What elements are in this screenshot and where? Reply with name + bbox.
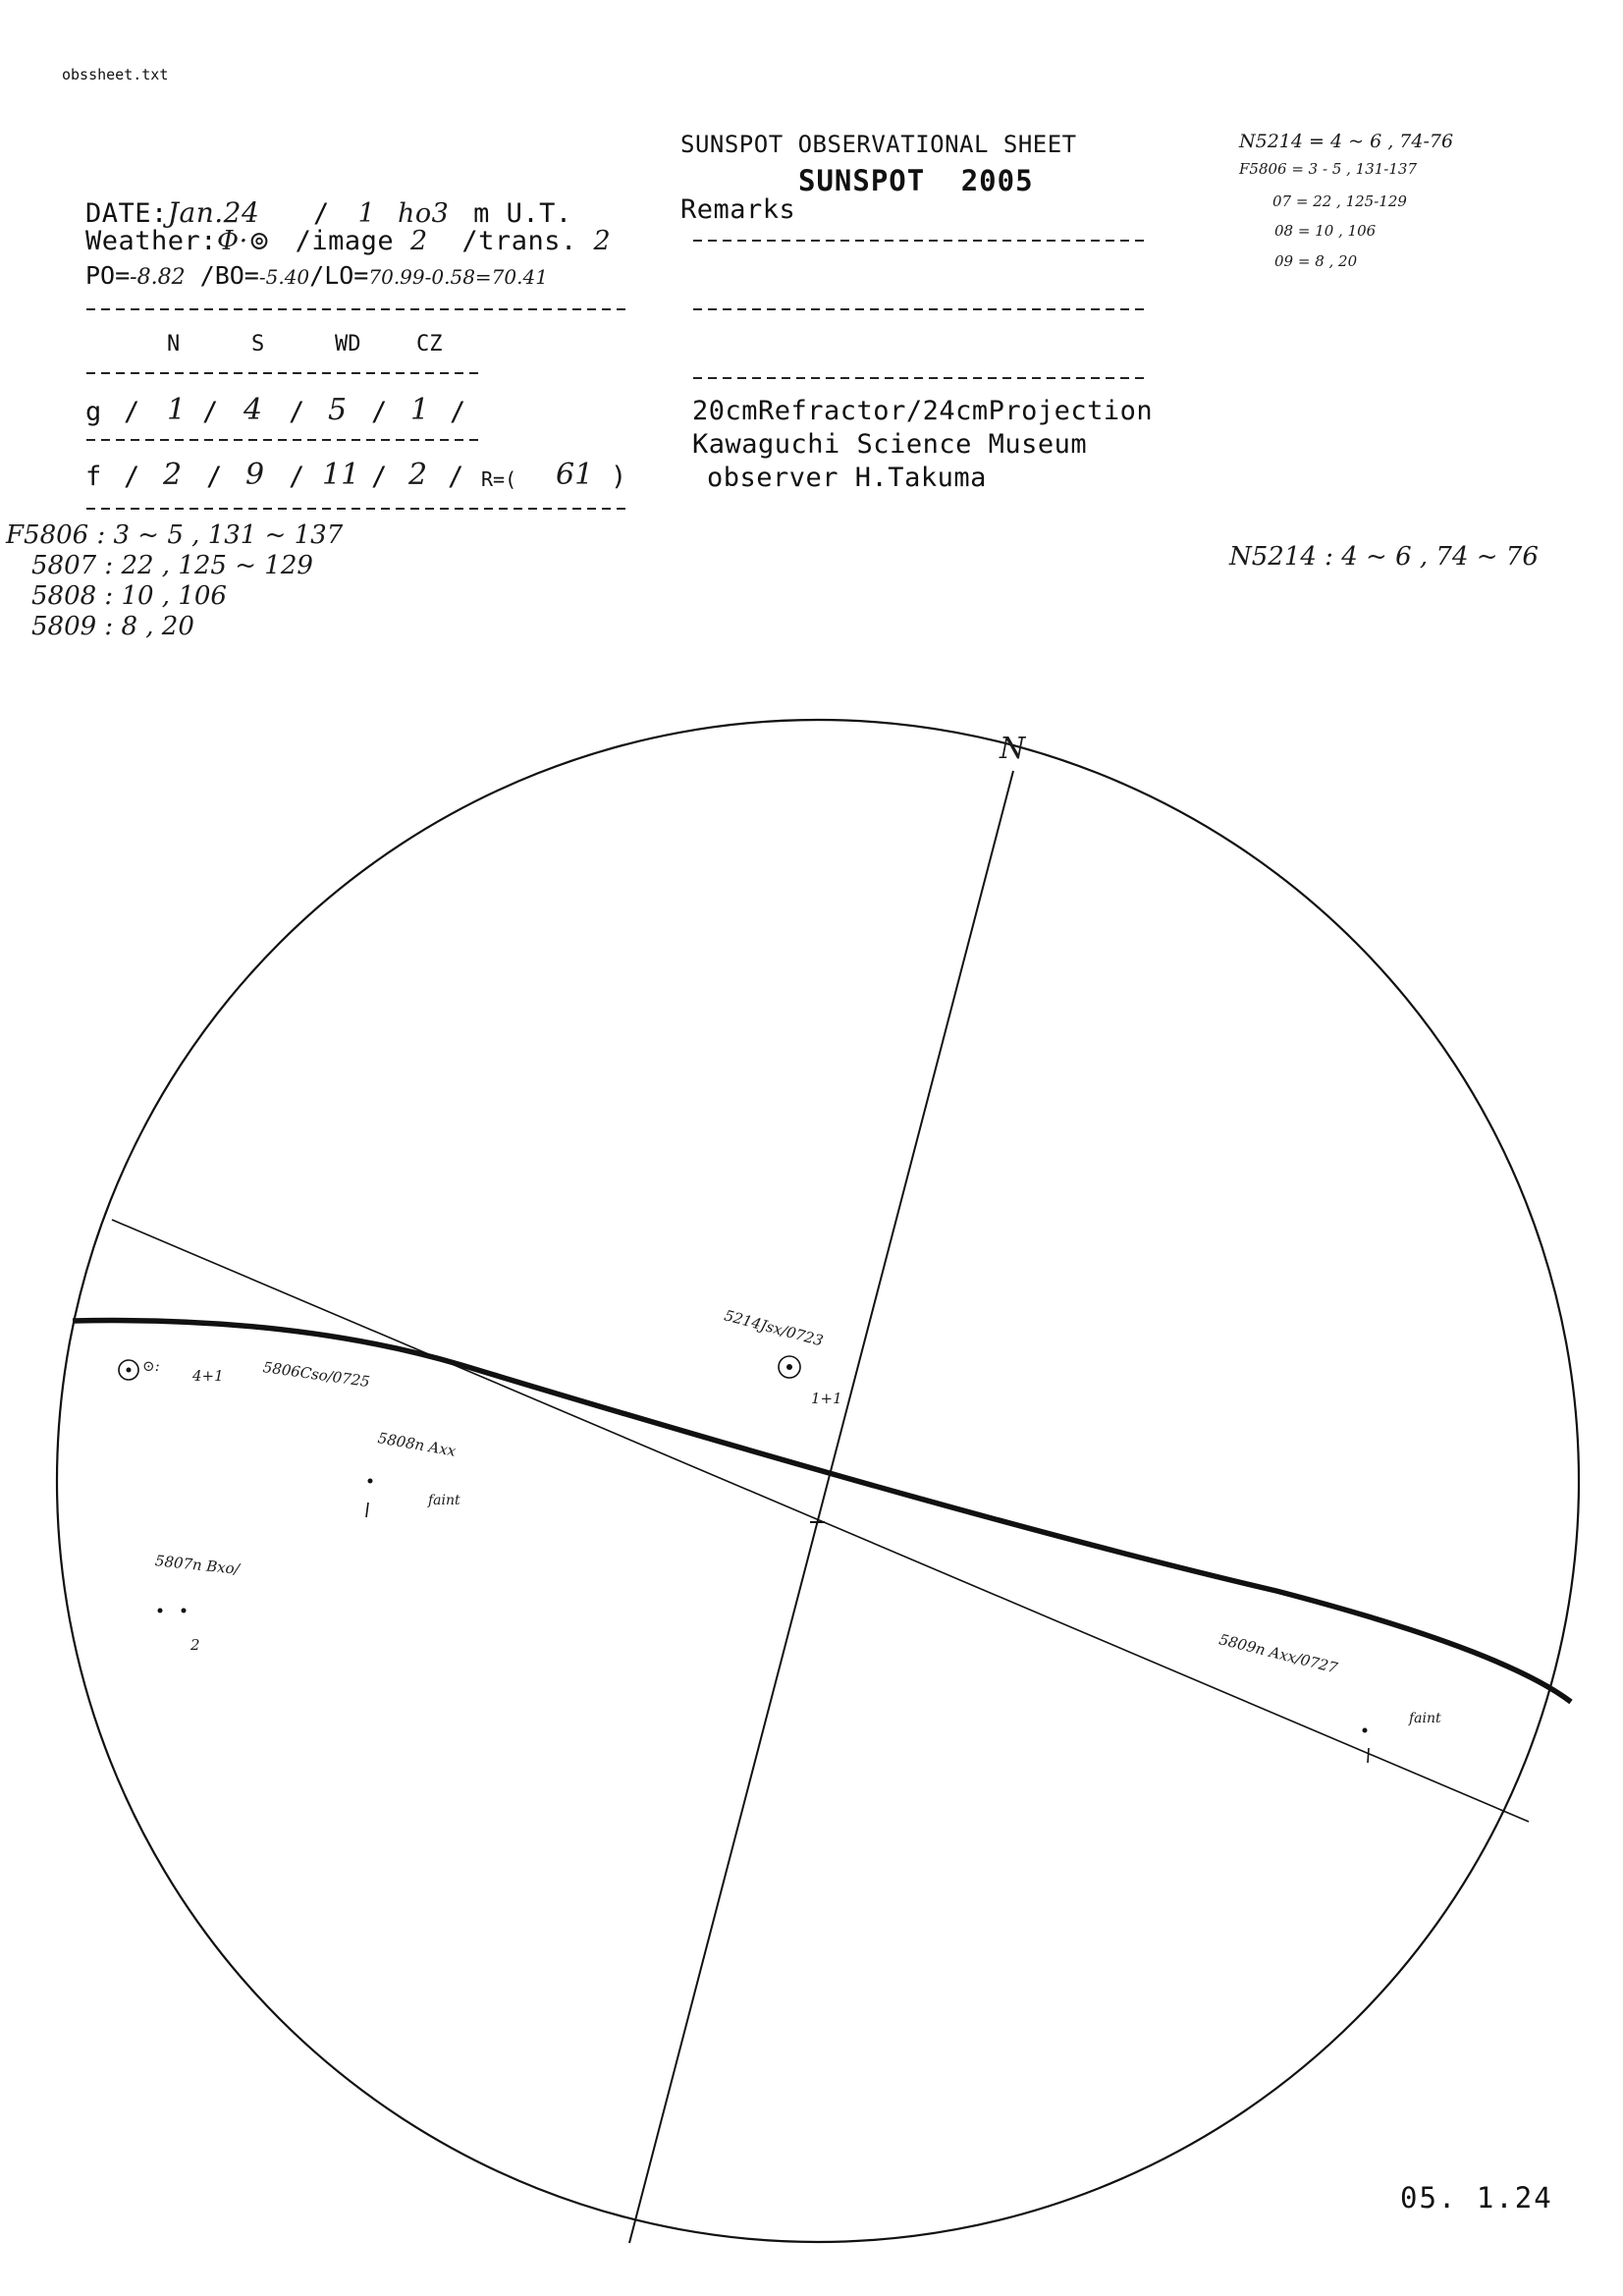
g-slash-4: / [371,397,388,427]
g-s-value: 4 [243,393,263,427]
subtitle-word: SUNSPOT [798,164,926,197]
form-dividers [86,241,1149,509]
note-top-right-3: 07 = 22 , 125-129 [1272,192,1407,210]
image-value: 2 [409,226,428,256]
note-left-1: F5806 : 3 ~ 5 , 131 ~ 137 [6,520,344,550]
g-slash-2: / [202,397,219,427]
group-5806-symbol: ⊙: [142,1357,160,1375]
note-left-2: 5807 : 22 , 125 ~ 129 [31,551,313,580]
weather-value: Φ·⊚ [217,226,271,256]
note-top-right-2: F5806 = 3 - 5 , 131-137 [1239,160,1418,178]
f-label: f [85,462,102,492]
col-header-cz: CZ [416,332,443,356]
spot-5808-a [368,1479,373,1484]
f-slash-5: / [448,462,464,492]
f-wd-value: 11 [322,458,360,492]
spot-5214-center [786,1364,792,1370]
sunspot-dots [127,1364,1368,1733]
north-marker: N [1000,732,1026,766]
date-value: Jan.24 [167,196,260,229]
p0-label: PO= [85,261,131,290]
group-5809-note: faint [1409,1711,1441,1726]
b0-value: -5.40 [258,265,310,289]
g-slash-3: / [289,397,305,427]
spot-5806-center [127,1368,132,1373]
spot-5808-tick [366,1503,368,1517]
solar-disk-outline [57,720,1579,2242]
col-header-n: N [167,332,181,356]
g-label: g [85,397,102,427]
f-cz-value: 2 [408,458,428,492]
east-west-line [112,1220,1529,1822]
group-5808-label: 5808n Axx [376,1429,458,1460]
note-left-3: 5808 : 10 , 106 [31,581,227,611]
group-5806-label: 5806Cso/0725 [261,1358,371,1392]
col-header-wd: WD [335,332,361,356]
spot-5809-tick [1368,1748,1369,1763]
f-slash-4: / [371,462,388,492]
time-separator: / [313,198,330,229]
group-5808-note: faint [428,1493,460,1508]
trans-label: /trans. [461,226,577,256]
group-5214-count: 1+1 [811,1390,842,1407]
group-5214-label: 5214Jsx/0723 [722,1306,826,1350]
f-slash-3: / [289,462,305,492]
r-close: ) [611,462,627,492]
date-label: DATE: [85,198,168,229]
note-right: N5214 : 4 ~ 6 , 74 ~ 76 [1229,542,1539,572]
group-5807-label: 5807n Bxo/ [154,1552,241,1578]
spot-5809-a [1363,1728,1368,1733]
f-slash-2: / [206,462,223,492]
equipment-line-1: 20cmRefractor/24cmProjection [692,396,1154,426]
b0-label: /BO= [199,261,259,290]
f-slash-1: / [124,462,140,492]
p0-value: -8.82 [130,265,186,290]
note-top-right-4: 08 = 10 , 106 [1274,222,1377,240]
g-n-value: 1 [167,393,187,427]
remarks-label: Remarks [680,194,796,225]
date-stamp: 05. 1.24 [1400,2181,1553,2214]
time-suffix: m U.T. [473,198,572,229]
trans-value: 2 [593,226,612,256]
spot-5807-a [158,1609,163,1613]
g-cz-value: 1 [410,393,430,427]
note-top-right-1: N5214 = 4 ~ 6 , 74-76 [1239,131,1454,152]
subtitle-year: 2005 [960,164,1034,197]
group-5807-count: 2 [190,1636,200,1654]
note-top-right-5: 09 = 8 , 20 [1274,252,1358,270]
time-h: h [398,198,415,229]
l0-label: /LO= [309,261,369,290]
group-5809-label: 5809n Axx/0727 [1217,1630,1340,1677]
image-label: /image [295,226,395,256]
note-left-4: 5809 : 8 , 20 [31,612,194,641]
equipment-line-2: Kawaguchi Science Museum [692,429,1088,460]
sheet-title: SUNSPOT OBSERVATIONAL SHEET [680,131,1077,158]
weather-label: Weather: [85,226,218,256]
l0-value: 70.99-0.58=70.41 [368,265,548,289]
g-slash-5: / [450,397,466,427]
spot-5807-b [182,1609,187,1613]
f-n-value: 2 [163,458,183,492]
f-s-value: 9 [245,458,265,492]
time-minute: o3 [414,198,450,229]
r-label: R=( [481,467,517,491]
g-wd-value: 5 [328,393,348,427]
equipment-line-3: observer H.Takuma [707,463,987,493]
g-slash-1: / [124,397,140,427]
col-header-s: S [251,332,265,356]
file-name-label: obssheet.txt [62,66,169,83]
r-value: 61 [556,458,594,492]
group-5806-count: 4+1 [192,1367,224,1385]
time-hour: 1 [357,198,376,229]
